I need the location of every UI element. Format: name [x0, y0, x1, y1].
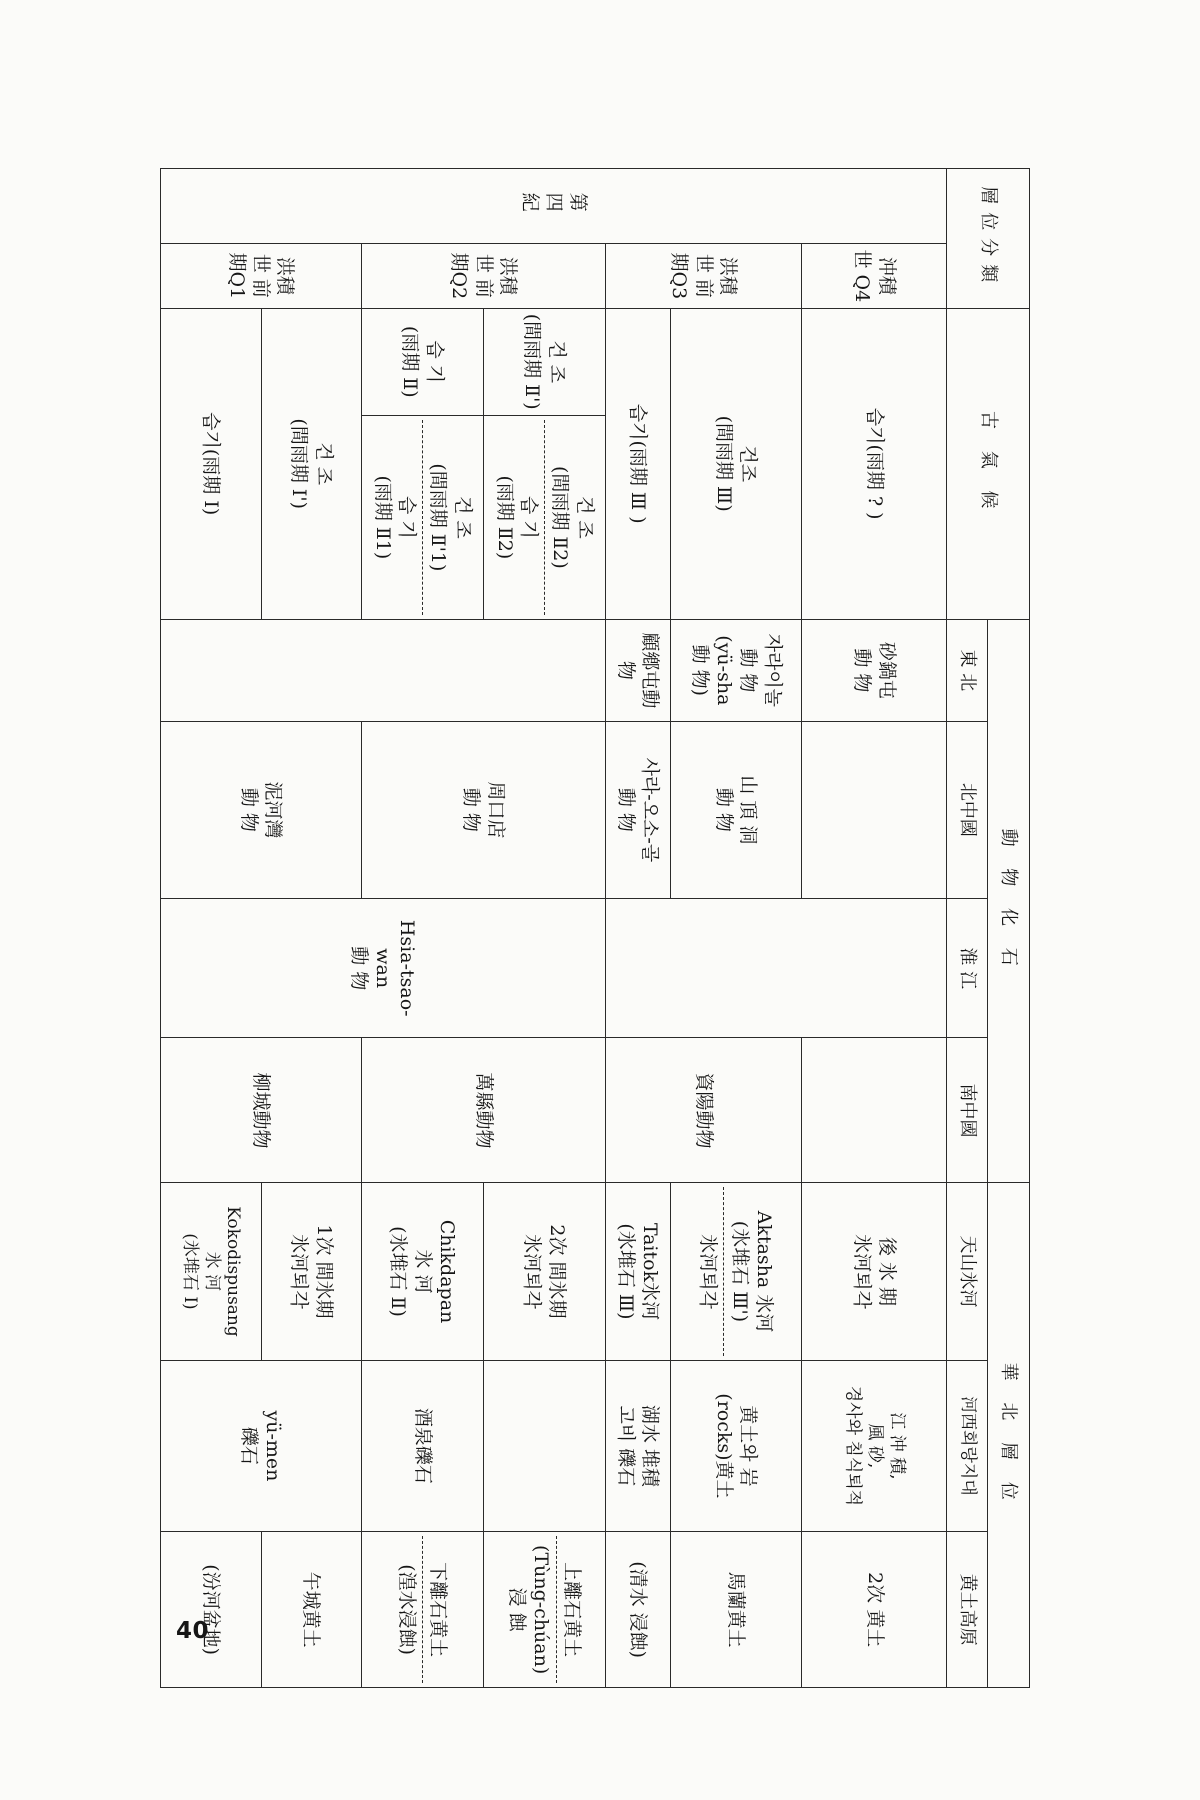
strata-tian-r3-label: Taitok氷河 (氷堆石 Ⅲ): [614, 1222, 662, 1321]
strata-hexi-r2-label: 黄土와 岩 (rocks)黄土: [712, 1393, 760, 1499]
strata-hexi-r1-label: 江 沖 積, 風 砂, 경사와 침식퇴적: [843, 1385, 907, 1507]
stage-q3-label: 洪積世 前期Q3: [668, 252, 740, 300]
header-row-group: [987, 169, 1029, 1688]
header-hexi: [947, 1360, 987, 1532]
climate-r6: [261, 308, 361, 619]
strata-hexi-r7: [161, 1360, 362, 1532]
strata-loess-r3-label: (清水 浸蝕): [626, 1561, 649, 1659]
page-number: 40: [176, 1618, 210, 1644]
strata-tian-r6: [261, 1183, 361, 1360]
header-paleoclimate-label: 古 氣 候: [977, 410, 999, 517]
climate-r4bc: [483, 415, 605, 619]
strata-tian-r2b-label: 氷河퇴각: [697, 1234, 720, 1309]
fauna-northeast-r1: [802, 619, 947, 721]
strata-loess-r1: [802, 1532, 947, 1688]
strata-loess-r2: [670, 1532, 802, 1688]
strata-loess-r4b-label: (Tùng-chúan) 浸 蝕: [505, 1545, 553, 1675]
strata-loess-r6-label: 午城黄土: [300, 1571, 323, 1648]
header-loess-plateau-label: 黄土高原: [956, 1573, 978, 1646]
fauna-huai-r4: [161, 898, 606, 1038]
fauna-northeast-lower: [161, 619, 606, 721]
fauna-northeast-r3-label: 顧鄕屯動物: [614, 632, 662, 709]
fauna-northeast-r2: [670, 619, 802, 721]
climate-r2: [670, 308, 802, 619]
stage-q2-label: 洪積世 前期Q2: [448, 252, 519, 300]
strata-hexi-r2: [670, 1360, 802, 1532]
fauna-north-r4-label: 周口店 動 物: [460, 781, 507, 839]
header-strata-group: [987, 1183, 1029, 1688]
header-hexi-label: 河西회랑지대: [957, 1396, 978, 1496]
strata-loess-r6: [261, 1532, 361, 1688]
strata-hexi-r5-label: 酒泉礫石: [411, 1407, 434, 1484]
strata-tian-r2a-label: Aktasha 氷河 (氷堆石 Ⅲ'): [723, 1187, 776, 1355]
climate-r3-label: 습기(雨期 Ⅲ ): [626, 403, 649, 524]
table-row: [802, 169, 947, 1688]
header-north-china-label: 北中國: [956, 782, 978, 837]
strata-hexi-r5: [362, 1360, 484, 1532]
strata-tian-r4: [483, 1183, 605, 1360]
header-loess-plateau: [947, 1532, 987, 1688]
climate-r3: [605, 308, 670, 619]
stratigraphy-table: [160, 168, 1030, 1688]
header-south-china-label: 南中國: [956, 1083, 978, 1138]
header-stratigraphy: [947, 169, 1030, 309]
strata-hexi-r1: [802, 1360, 947, 1532]
climate-r1-label: 습기(雨期 ? ): [863, 407, 886, 520]
strata-tian-r7: [161, 1183, 262, 1360]
climate-r2-label: 건조 (間雨期 Ⅲ): [712, 415, 760, 512]
strata-hexi-r3: [605, 1360, 670, 1532]
strata-loess-r7-label: (汾河盆地): [199, 1564, 222, 1656]
fauna-north-r6-label: 泥河灣 動 物: [238, 781, 285, 839]
fauna-north-r1: [802, 721, 947, 898]
header-strata-group-label: 華 北 層 位: [997, 1362, 1019, 1508]
strata-loess-r1-label: 2次 黄土: [863, 1572, 886, 1648]
climate-r5b-label: 건 조 (間雨期 Ⅱ'1): [422, 420, 475, 615]
fauna-northeast-r1-label: 砂鍋屯 動 物: [851, 641, 898, 699]
climate-r4a: [483, 308, 605, 415]
strata-hexi-r3-label: 湖水 堆積 고비 礫石: [614, 1404, 662, 1487]
climate-r1: [802, 308, 947, 619]
fauna-north-r3: [605, 721, 670, 898]
strata-tian-r6-label: 1次 間氷期 氷河퇴각: [288, 1224, 335, 1319]
table-row: [483, 169, 605, 1688]
climate-r6-label: 건 조 (間雨期 Ⅰ'): [288, 418, 335, 509]
rotated-table-container: [160, 168, 1030, 1688]
header-fauna-group-label: 動 物 化 石: [997, 828, 1019, 974]
fauna-south-r6-label: 柳城動物: [250, 1072, 273, 1149]
climate-r4b-label: 건 조 (間雨期 Ⅱ2): [544, 420, 597, 615]
strata-tian-r1-label: 後 氷 期 氷河퇴각: [851, 1234, 898, 1309]
fauna-northeast-r2-label: 자라이놀 動 物 (yü-sha 動 物): [688, 633, 784, 708]
fauna-north-r6: [161, 721, 362, 898]
header-huai-river: [947, 898, 987, 1038]
header-south-china: [947, 1038, 987, 1183]
stage-q4-label: 沖積世 Q4: [851, 249, 898, 303]
strata-tian-r7-label: Kokodispusang 氷 河 (氷堆石 I): [179, 1206, 244, 1337]
strata-loess-r7: [161, 1532, 262, 1688]
era-cell: [161, 169, 947, 244]
header-northeast-label: 東 北: [956, 649, 978, 692]
climate-r4c-label: 습 기 (雨期 Ⅱ2): [493, 475, 540, 560]
fauna-north-r3-label: 사라-오소-골 動 物: [614, 757, 662, 863]
era-label: 第 四 紀: [518, 192, 590, 220]
fauna-south-r4: [362, 1038, 606, 1183]
fauna-north-r4: [362, 721, 606, 898]
strata-tian-r3: [605, 1183, 670, 1360]
strata-tian-r1: [802, 1183, 947, 1360]
fauna-huai-r4-label: Hsia-tsao- wan 動 物: [347, 919, 419, 1017]
strata-tian-r5-label: Chikdapan 氷 河 (氷堆石 Ⅱ): [387, 1219, 458, 1324]
stage-q1-label: 洪積世 前期Q1: [225, 252, 297, 300]
stage-q1: [161, 244, 362, 308]
header-paleoclimate: [947, 308, 1030, 619]
stage-q3: [605, 244, 801, 308]
fauna-huai-upper: [605, 898, 947, 1038]
fauna-south-r2-label: 資陽動物: [692, 1072, 715, 1149]
strata-loess-r3: [605, 1532, 670, 1688]
fauna-northeast-r3: [605, 619, 670, 721]
climate-r4a-label: 건 조 (間雨期 Ⅱ'): [521, 313, 568, 410]
strata-tian-r5: [362, 1183, 484, 1360]
fauna-south-r4-label: 萬縣動物: [472, 1072, 495, 1149]
climate-r7-label: 습기(雨期 Ⅰ): [199, 412, 222, 516]
strata-hexi-r4: [483, 1360, 605, 1532]
strata-loess-r2-label: 馬蘭黄土: [725, 1571, 748, 1648]
header-north-china: [947, 721, 987, 898]
header-northeast: [947, 619, 987, 721]
strata-loess-r5b-label: (湟水浸蝕): [395, 1564, 418, 1656]
header-huai-river-label: 淮 江: [956, 947, 978, 990]
header-tianshan: [947, 1183, 987, 1360]
fauna-south-r6: [161, 1038, 362, 1183]
climate-r7: [161, 308, 262, 619]
fauna-north-r2-label: 山 頂 洞 動 物: [712, 775, 760, 845]
header-tianshan-label: 天山氷河: [956, 1235, 978, 1308]
strata-loess-r4: [483, 1532, 605, 1688]
strata-tian-r4-label: 2次 間氷期 氷河퇴각: [521, 1224, 568, 1319]
strata-loess-r4a-label: 上離石黄土: [556, 1536, 584, 1683]
fauna-north-r2: [670, 721, 802, 898]
climate-r5a: [362, 308, 484, 415]
climate-r5a-label: 습 기 (雨期 Ⅱ): [399, 325, 446, 398]
stage-q2: [362, 244, 606, 308]
fauna-south-r1: [802, 1038, 947, 1183]
climate-r5bc: [362, 415, 484, 619]
strata-hexi-r7-label: yü-men 礫石: [238, 1410, 285, 1482]
strata-loess-r5: [362, 1532, 484, 1688]
header-fauna-group: [987, 619, 1029, 1183]
stage-q4: [802, 244, 947, 308]
fauna-south-r2: [605, 1038, 801, 1183]
climate-r5c-label: 습 기 (雨期 Ⅱ1): [371, 475, 418, 560]
strata-tian-r2: [670, 1183, 802, 1360]
header-stratigraphy-label: 層位分類: [977, 186, 999, 291]
strata-loess-r5a-label: 下離石黄土: [422, 1536, 450, 1683]
